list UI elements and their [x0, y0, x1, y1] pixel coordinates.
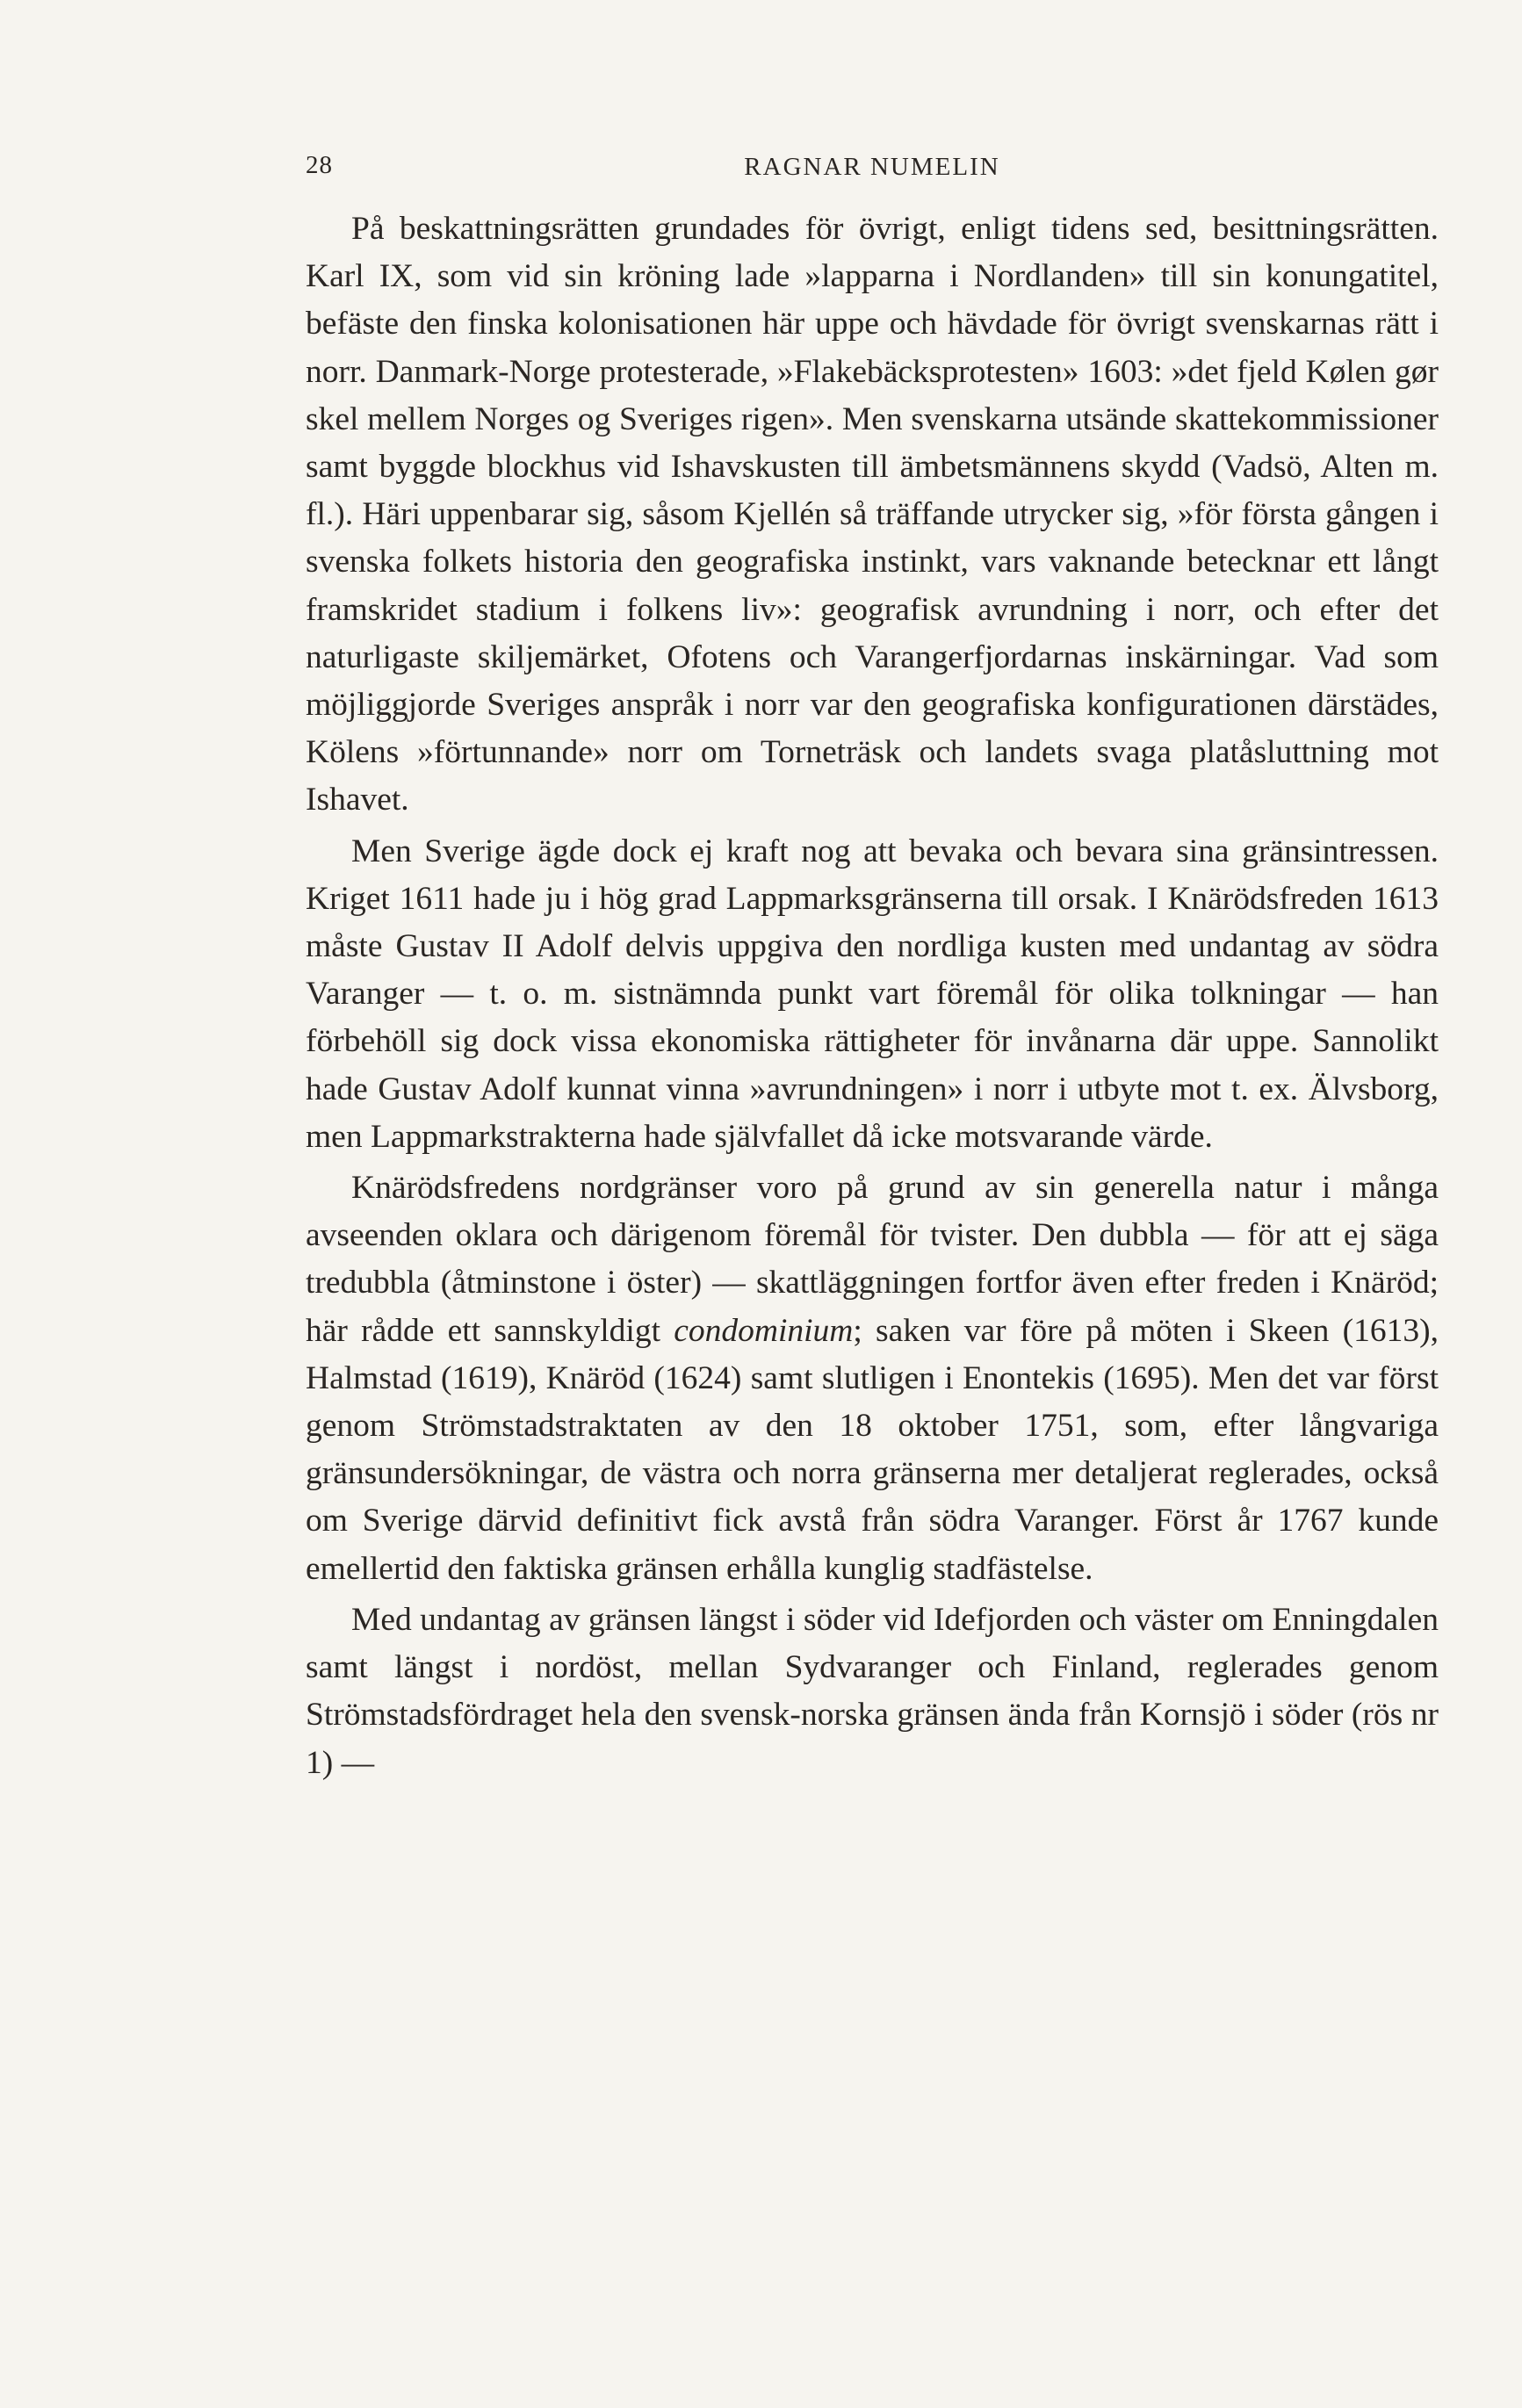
paragraph-3	[306, 1164, 1439, 1593]
paragraph-3-part-1: Knärödsfredens nordgränser voro på grund av sin generella natur i många avseenden oklara och därigenom föremål för tvister. Den dubbla — för att ej säga tredubbla (åtminstone i öster) — skattläggningen fortfor även efter freden i Knäröd; här rådde ett sannskyldigt	[306, 1170, 1439, 1349]
italic-term: condominium	[674, 1312, 854, 1349]
text-body	[306, 205, 1439, 1791]
paragraph-3-part-2: ; saken var före på möten i Skeen (1613), Halmstad (1619), Knäröd (1624) samt slutligen i Enontekis (1695). Men det var först genom Strömstadstraktaten av den 18 oktober 1751, som, efter långvariga gränsundersökningar, de västra och norra gränserna mer detaljerat reglerades, också om Sverige därvid definitivt fick avstå från södra Varanger. Först år 1767 kunde emellertid den faktiska gränsen erhålla kunglig stadfästelse.	[306, 1312, 1439, 1587]
paragraph-1: På beskattningsrätten grundades för övrigt, enligt tidens sed, besittningsrätten. Karl IX, som vid sin kröning lade »lapparna i Nordlanden» till sin konungatitel, befäste den finska kolonisationen här uppe och hävdade för övrigt svenskarnas rätt i norr. Danmark-Norge protesterade, »Flakebäcksprotesten» 1603: »det fjeld Kølen gør skel mellem Norges og Sveriges rigen». Men svenskarna utsände skattekommissioner samt byggde blockhus vid Ishavskusten till ämbetsmännens skydd (Vadsö, Alten m. fl.). Häri uppenbarar sig, såsom Kjellén så träffande utrycker sig, »för första gången i svenska folkets historia den geografiska instinkt, vars vaknande betecknar ett långt framskridet stadium i folkens liv»: geografisk avrundning i norr, och efter det naturligaste skiljemärket, Ofotens och Varangerfjordarnas inskärningar. Vad som möjliggjorde Sveriges anspråk i norr var den geografiska konfigurationen därstädes, Kölens »förtunnande» norr om Torneträsk och landets svaga platåsluttning mot Ishavet.	[306, 211, 1439, 818]
page-header	[306, 151, 1439, 193]
page-number: 28	[306, 151, 333, 179]
paragraph-4: Med undantag av gränsen längst i söder vid Idefjorden och väster om Enningdalen samt längst i nordöst, mellan Sydvaranger och Finland, reglerades genom Strömstadsfördraget hela den svensk-norska gränsen ända från Kornsjö i söder (rös nr 1) —	[306, 1601, 1439, 1781]
paragraph-2: Men Sverige ägde dock ej kraft nog att bevaka och bevara sina gränsintressen. Kriget 1611 hade ju i hög grad Lappmarksgränserna till orsak. I Knärödsfreden 1613 måste Gustav II Adolf delvis uppgiva den nordliga kusten med undantag av södra Varanger — t. o. m. sistnämnda punkt vart föremål för olika tolkningar — han förbehöll sig dock vissa ekonomiska rättigheter för invånarna där uppe. Sannolikt hade Gustav Adolf kunnat vinna »avrundningen» i norr i utbyte mot t. ex. Älvsborg, men Lappmarkstrakterna hade självfallet då icke motsvarande värde.	[306, 833, 1439, 1155]
running-head: RAGNAR NUMELIN	[744, 153, 1000, 181]
